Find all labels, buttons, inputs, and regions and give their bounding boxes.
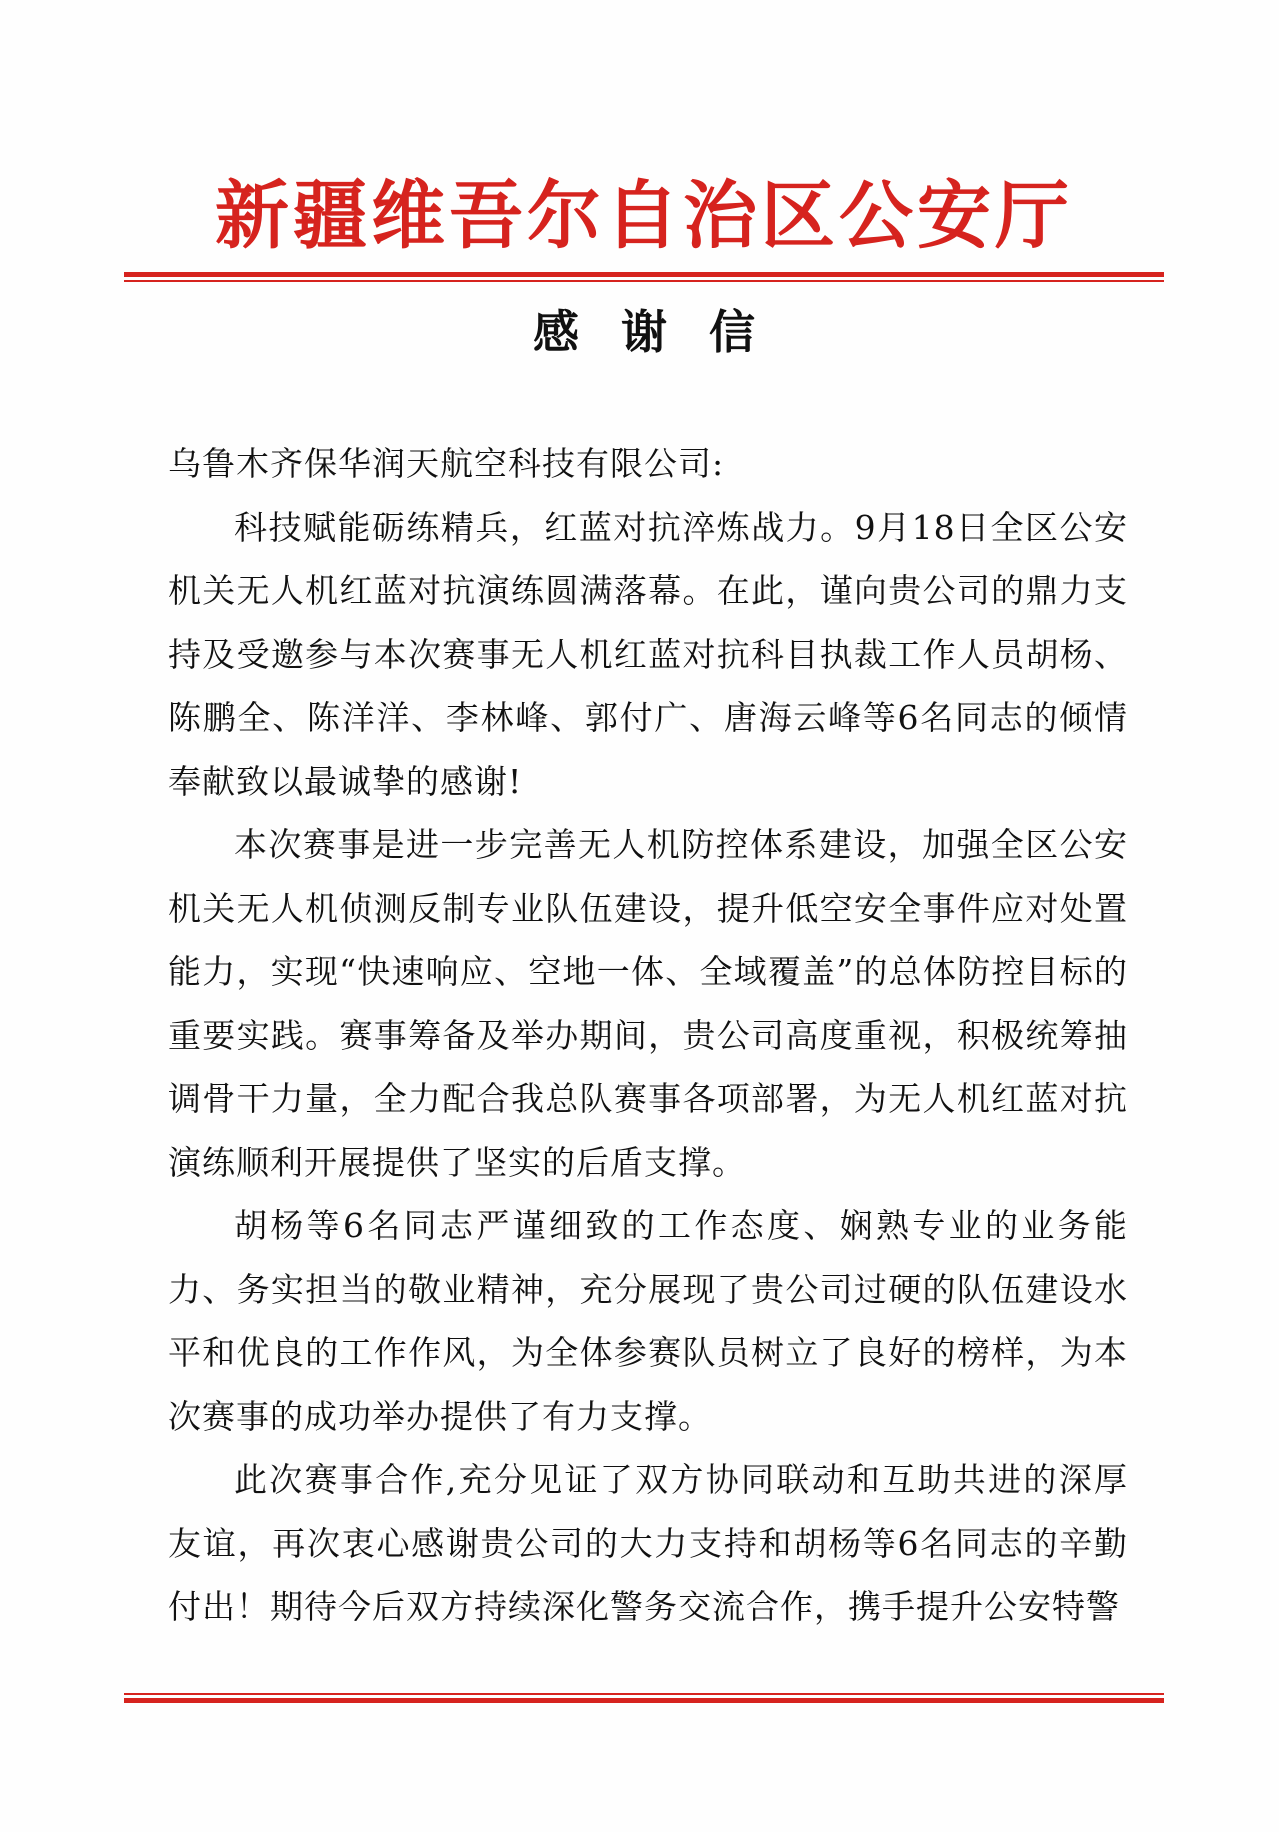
rule-thick-line xyxy=(124,1698,1164,1703)
paragraph-1: 科技赋能砺练精兵，红蓝对抗淬炼战力。9月18日全区公安机关无人机红蓝对抗演练圆满落幕。在此，谨向贵公司的鼎力支持及受邀参与本次赛事无人机红蓝对抗科目执裁工作人员胡杨、陈鹏全、陈洋洋、李林峰、郭付广、唐海云峰等6名同志的倾情奉献致以最诚挚的感谢! xyxy=(168,507,1128,801)
salutation: 乌鲁木齐保华润天航空科技有限公司: xyxy=(168,444,725,483)
paragraph-3: 胡杨等6名同志严谨细致的工作态度、娴熟专业的业务能力、务实担当的敬业精神，充分展现了贵公司过硬的队伍建设水平和优良的工作作风，为全体参赛队员树立了良好的榜样，为本次赛事的成功举办提供了有力支撑。 xyxy=(168,1206,1128,1436)
rule-thin-line xyxy=(124,280,1164,282)
paragraph-2: 本次赛事是进一步完善无人机防控体系建设，加强全区公安机关无人机侦测反制专业队伍建设，提升低空安全事件应对处置能力，实现“快速响应、空地一体、全域覆盖”的总体防控目标的重要实践。赛事筹备及举办期间，贵公司高度重视，积极统筹抽调骨干力量，全力配合我总队赛事各项部署，为无人机红蓝对抗演练顺利开展提供了坚实的后盾支撑。 xyxy=(168,825,1128,1182)
paragraph-4: 此次赛事合作,充分见证了双方协同联动和互助共进的深厚友谊，再次衷心感谢贵公司的大力支持和胡杨等6名同志的辛勤付出！期待今后双方持续深化警务交流合作，携手提升公安特警 xyxy=(168,1460,1128,1626)
letter-body xyxy=(168,432,1128,1639)
document-title: 感谢信 xyxy=(533,305,797,359)
footer-rule xyxy=(124,1693,1164,1703)
letterhead-rule xyxy=(124,272,1164,282)
letterhead-title: 新疆维吾尔自治区公安厅 xyxy=(215,173,1073,259)
